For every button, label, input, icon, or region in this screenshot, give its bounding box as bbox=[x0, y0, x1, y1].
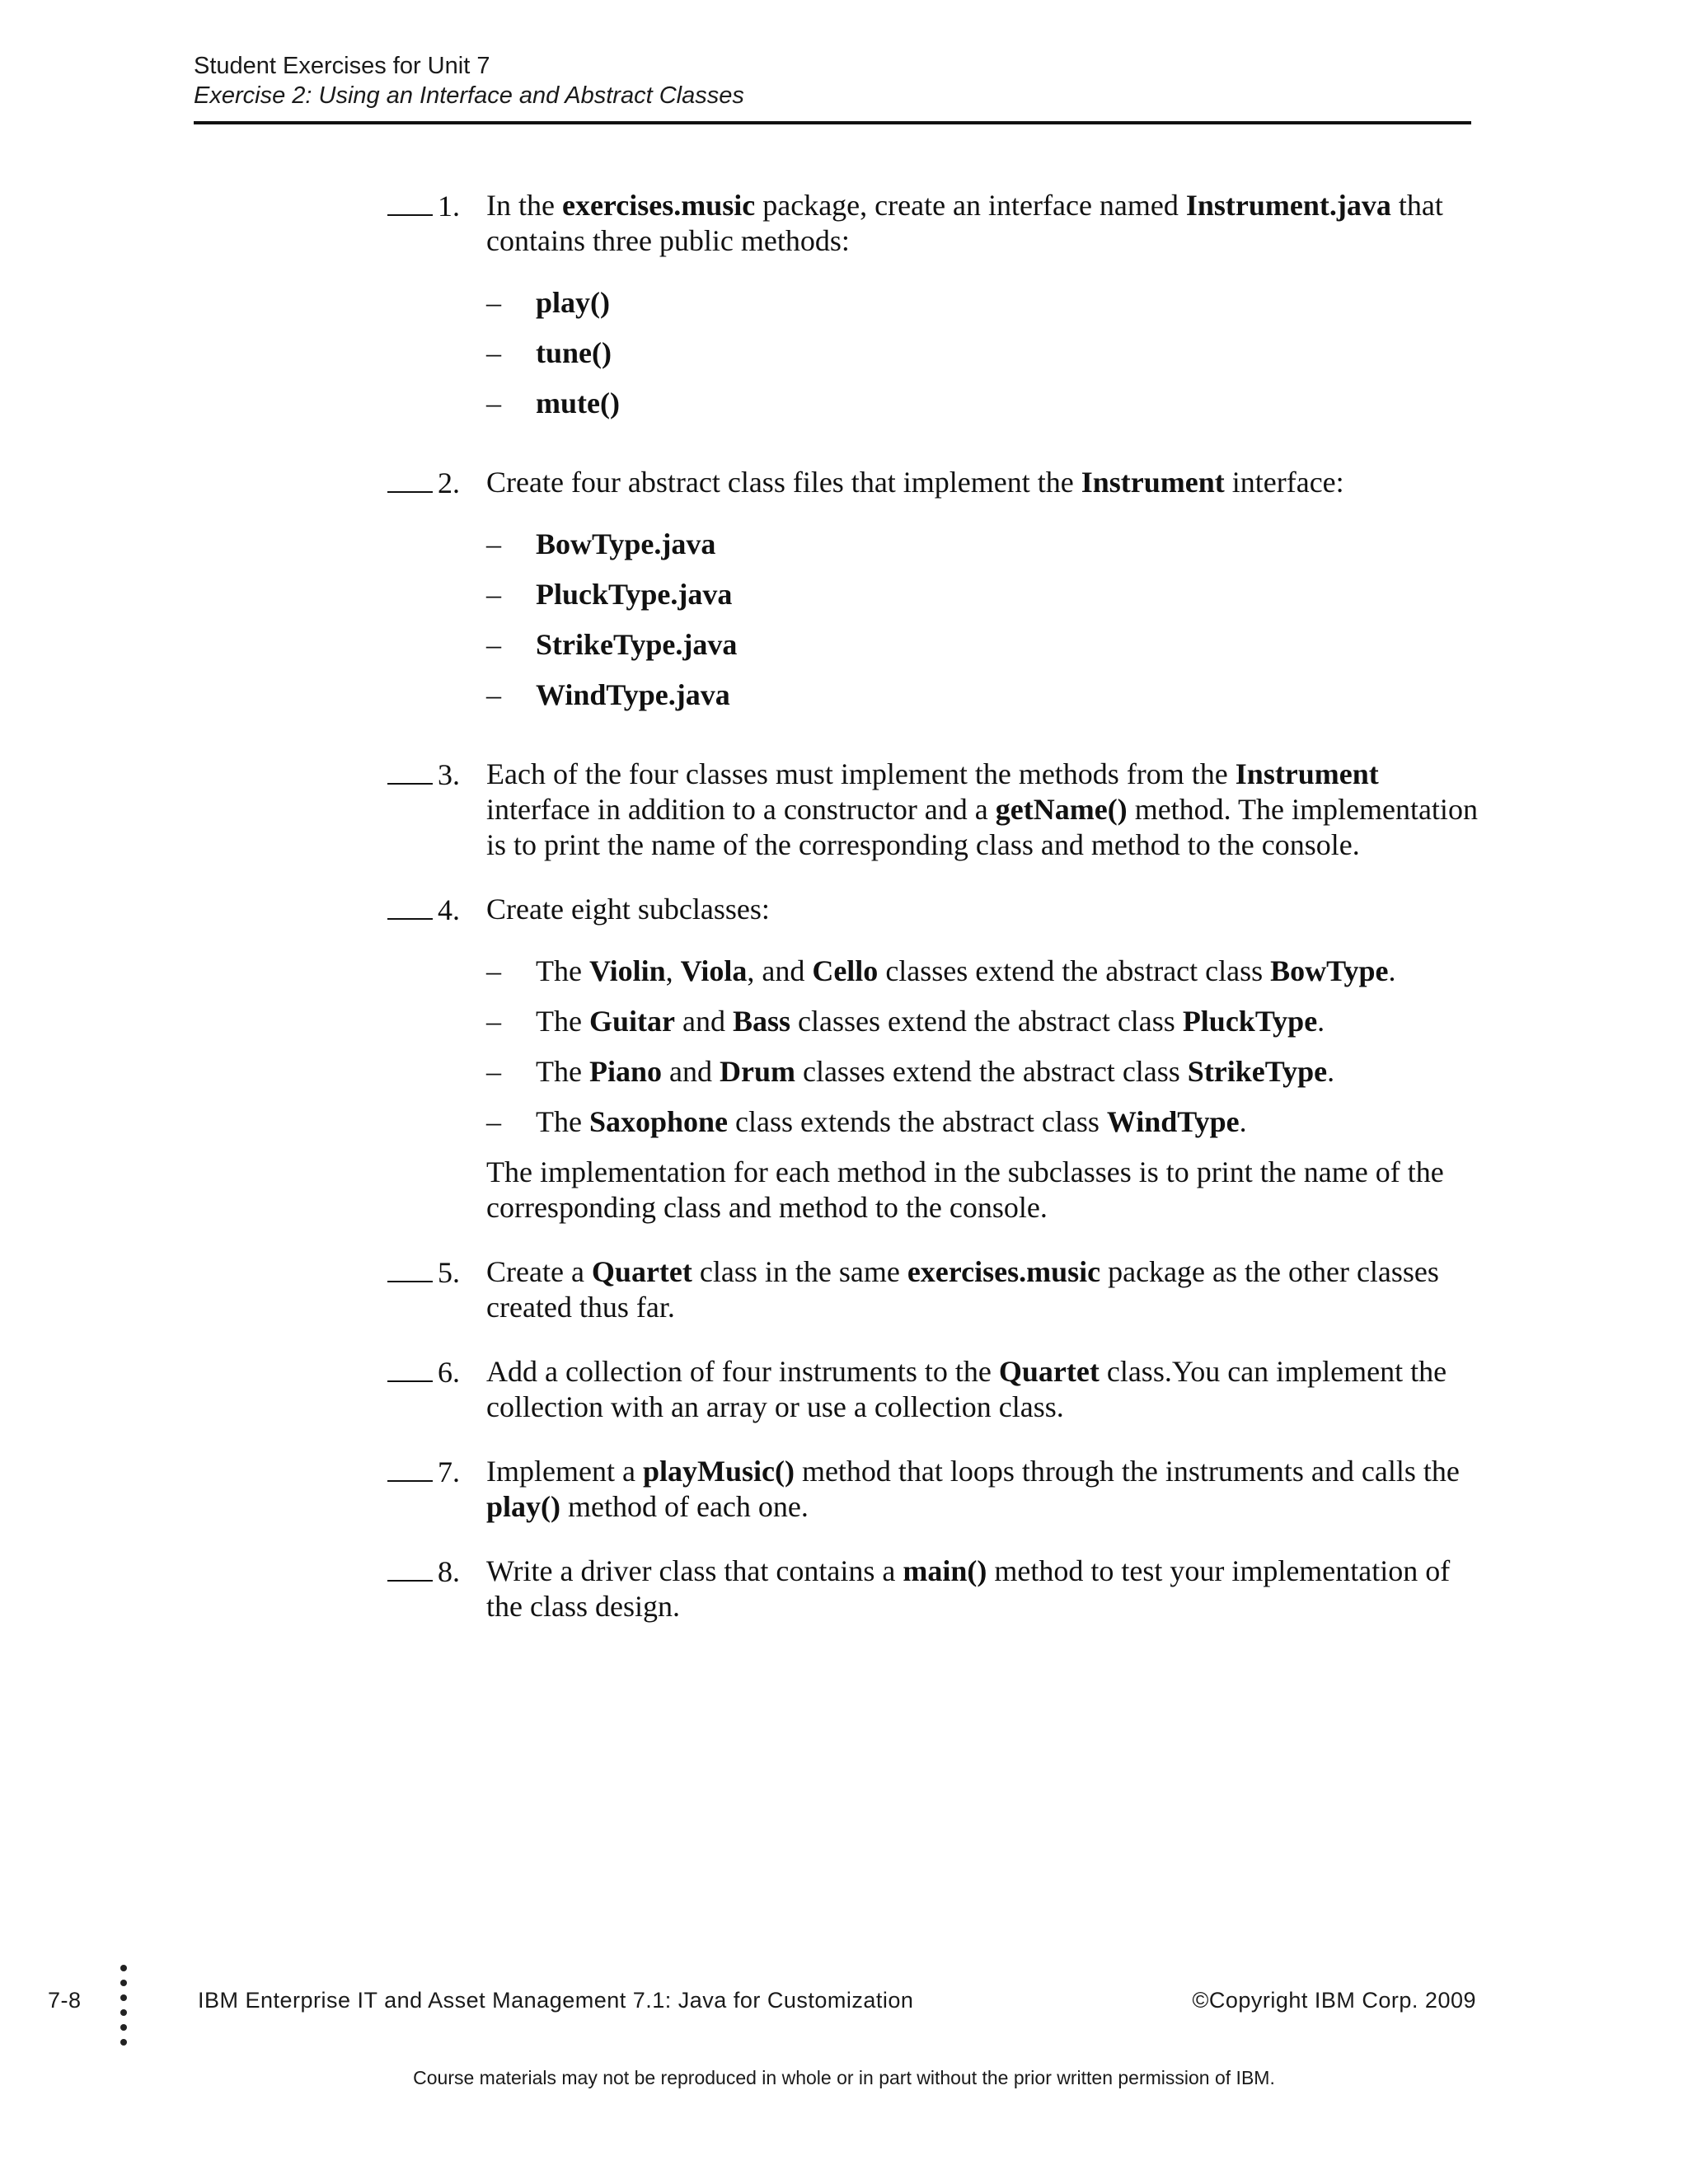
page-number: 7-8 bbox=[48, 1988, 82, 2013]
list-item: – BowType.java bbox=[486, 527, 716, 560]
method-list bbox=[486, 285, 1484, 421]
step-number: 4. bbox=[387, 892, 486, 1226]
footer-dots-decoration bbox=[120, 1965, 129, 2054]
list-item: – WindType.java bbox=[486, 678, 730, 711]
step-number: 6. bbox=[387, 1354, 486, 1425]
checkbox-blank bbox=[387, 1554, 433, 1582]
checkbox-blank bbox=[387, 188, 433, 216]
step-number: 1. bbox=[387, 188, 486, 436]
step-5 bbox=[387, 1254, 1484, 1325]
step-text: In the exercises.music package, create an interface named Instrument.java that contains three public methods: – play() – tune() – mute() bbox=[486, 188, 1484, 436]
course-title: IBM Enterprise IT and Asset Management 7.1: Java for Customization bbox=[198, 1988, 914, 2013]
list-item: – mute() bbox=[486, 387, 620, 419]
list-item: – The Guitar and Bass classes extend the abstract class PluckType. bbox=[486, 1005, 1325, 1038]
list-item: – The Saxophone class extends the abstract class WindType. bbox=[486, 1105, 1247, 1138]
step-text: Create a Quartet class in the same exercises.music package as the other classes created thus far. bbox=[486, 1255, 1439, 1324]
checkbox-blank bbox=[387, 465, 433, 493]
step-3 bbox=[387, 757, 1484, 863]
checkbox-blank bbox=[387, 1254, 433, 1282]
step-1 bbox=[387, 188, 1484, 436]
step-number: 7. bbox=[387, 1454, 486, 1525]
implementation-note: The implementation for each method in the subclasses is to print the name of the corresponding class and method to the console. bbox=[486, 1155, 1444, 1224]
step-text: Create eight subclasses: – The Violin, Viola, and Cello classes extend the abstract class BowType. – The Guitar and Bass classes extend the abstract class PluckType. – The Piano and Drum classes extend the abstract class StrikeType. – The Saxophone class extends the abstract class WindType. The implementation for each method in the subclasses is to print the name of the corresponding class and method to the console. bbox=[486, 892, 1484, 1226]
step-text: Implement a playMusic() method that loops through the instruments and calls the play() method of each one. bbox=[486, 1455, 1460, 1523]
step-4 bbox=[387, 892, 1484, 1226]
list-item: – play() bbox=[486, 286, 610, 319]
checkbox-blank bbox=[387, 1454, 433, 1482]
exercise-steps bbox=[387, 188, 1484, 1653]
step-number: 8. bbox=[387, 1554, 486, 1624]
header-divider bbox=[194, 121, 1471, 124]
subclass-list bbox=[486, 954, 1484, 1140]
list-item: – The Violin, Viola, and Cello classes extend the abstract class BowType. bbox=[486, 954, 1396, 987]
step-7 bbox=[387, 1454, 1484, 1525]
class-file-list bbox=[486, 527, 1484, 713]
list-item: – PluckType.java bbox=[486, 578, 733, 611]
checkbox-blank bbox=[387, 1354, 433, 1382]
checkbox-blank bbox=[387, 757, 433, 785]
step-text: Each of the four classes must implement the methods from the Instrument interface in addition to a constructor and a getName() method. The implementation is to print the name of the corresponding class and method to the console. bbox=[486, 757, 1478, 861]
disclaimer: Course materials may not be reproduced in whole or in part without the prior written permission of IBM. bbox=[413, 2067, 1275, 2088]
list-item: – StrikeType.java bbox=[486, 628, 738, 661]
step-8 bbox=[387, 1554, 1484, 1624]
header-title: Student Exercises for Unit 7 bbox=[194, 53, 490, 79]
step-6 bbox=[387, 1354, 1484, 1425]
step-text: Add a collection of four instruments to the Quartet class.You can implement the collection with an array or use a collection class. bbox=[486, 1355, 1447, 1423]
step-number: 5. bbox=[387, 1254, 486, 1325]
page-header bbox=[194, 51, 1471, 110]
step-number: 2. bbox=[387, 465, 486, 728]
copyright-notice: ©Copyright IBM Corp. 2009 bbox=[1192, 1988, 1476, 2013]
step-2 bbox=[387, 465, 1484, 728]
checkbox-blank bbox=[387, 892, 433, 920]
list-item: – The Piano and Drum classes extend the abstract class StrikeType. bbox=[486, 1055, 1335, 1088]
step-text: Write a driver class that contains a main() method to test your implementation of the class design. bbox=[486, 1554, 1451, 1623]
header-subtitle: Exercise 2: Using an Interface and Abstract Classes bbox=[194, 82, 744, 109]
step-text: Create four abstract class files that implement the Instrument interface: – BowType.java – PluckType.java – StrikeType.java – WindType.java bbox=[486, 465, 1484, 728]
step-number: 3. bbox=[387, 757, 486, 863]
list-item: – tune() bbox=[486, 336, 612, 369]
